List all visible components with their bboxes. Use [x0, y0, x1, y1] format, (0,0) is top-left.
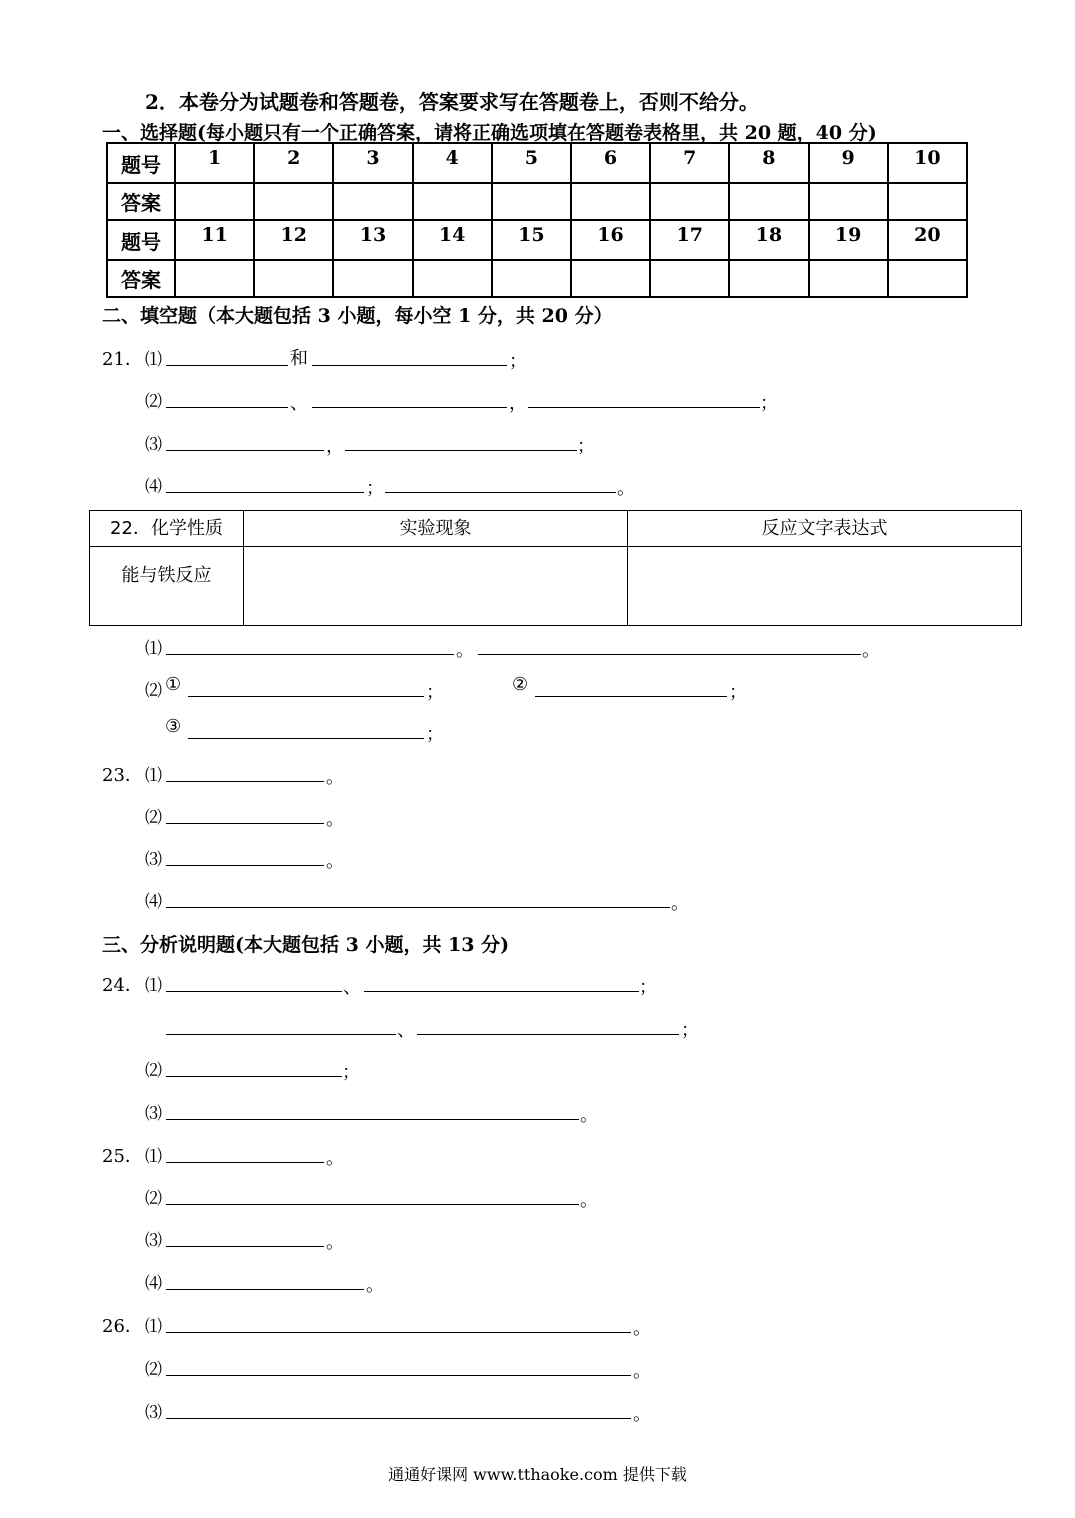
part-label: ⑴: [145, 976, 162, 996]
question-number-cell: 4: [413, 143, 492, 183]
row-label: 能与铁反应: [90, 547, 244, 626]
answer-blank[interactable]: [312, 407, 507, 408]
part-label: ⑵: [145, 1360, 162, 1380]
punctuation: ；: [509, 351, 527, 372]
punctuation: ；: [639, 977, 657, 998]
answer-cell[interactable]: [492, 260, 571, 297]
answer-cell[interactable]: [175, 260, 254, 297]
question-number-cell: 7: [650, 143, 729, 183]
answer-cell[interactable]: [888, 260, 967, 297]
punctuation: 。: [580, 1105, 598, 1126]
part-label: ⑴: [145, 1317, 162, 1337]
punctuation: 。: [456, 640, 474, 661]
question-number-cell: 11: [175, 220, 254, 260]
answer-blank[interactable]: [166, 991, 342, 992]
question-number-cell: 13: [333, 220, 412, 260]
part-label: ⑵: [145, 1061, 162, 1081]
punctuation: ，: [509, 393, 527, 414]
part-label: ⑵: [145, 681, 162, 701]
answer-blank[interactable]: [166, 907, 670, 908]
answer-blank[interactable]: [188, 696, 424, 697]
punctuation: 。: [326, 809, 344, 830]
column-header: 实验现象: [244, 511, 628, 547]
row-label-answer: 答案: [107, 260, 175, 297]
exam-note: 2．本卷分为试题卷和答题卷，答案要求写在答题卷上，否则不给分。: [145, 90, 759, 114]
answer-blank[interactable]: [166, 865, 324, 866]
question-number-cell: 19: [809, 220, 888, 260]
answer-blank[interactable]: [166, 1076, 342, 1077]
punctuation: ，: [326, 436, 344, 457]
page-footer: 通通好课网 www.tthaoke.com 提供下载: [388, 1465, 687, 1484]
answer-blank[interactable]: [364, 991, 639, 992]
part-label: ⑷: [145, 477, 162, 497]
part-label: ⑶: [145, 1403, 162, 1423]
question-number-cell: 17: [650, 220, 729, 260]
part-label: ⑴: [145, 766, 162, 786]
answer-cell[interactable]: [571, 260, 650, 297]
question-number-cell: 5: [492, 143, 571, 183]
answer-cell[interactable]: [254, 183, 333, 220]
punctuation: ；: [681, 1020, 699, 1041]
question-23-number: 23．: [102, 765, 143, 786]
circled-number: ②: [512, 674, 529, 695]
answer-cell[interactable]: [254, 260, 333, 297]
answer-cell[interactable]: [628, 547, 1022, 626]
answer-cell[interactable]: [650, 260, 729, 297]
part-label: ⑷: [145, 892, 162, 912]
answer-blank[interactable]: [166, 407, 288, 408]
row-label-answer: 答案: [107, 183, 175, 220]
question-number-cell: 9: [809, 143, 888, 183]
punctuation: 。: [617, 478, 635, 499]
answer-blank[interactable]: [417, 1034, 679, 1035]
question-number-cell: 16: [571, 220, 650, 260]
section-3-heading: 三、分析说明题(本大题包括 3 小题，共 13 分): [102, 934, 510, 956]
connector-text: 和: [290, 348, 308, 369]
question-number-cell: 14: [413, 220, 492, 260]
answer-blank[interactable]: [166, 1375, 631, 1376]
question-26-number: 26．: [102, 1316, 143, 1337]
part-label: ⑶: [145, 435, 162, 455]
answer-blank[interactable]: [166, 1204, 579, 1205]
punctuation: ；: [426, 724, 444, 745]
part-label: ⑶: [145, 1104, 162, 1124]
answer-blank[interactable]: [166, 450, 324, 451]
chemical-property-table: [89, 510, 1022, 626]
answer-blank[interactable]: [166, 1332, 631, 1333]
column-header: 反应文字表达式: [628, 511, 1022, 547]
answer-cell[interactable]: [650, 183, 729, 220]
answer-blank[interactable]: [166, 1418, 631, 1419]
punctuation: 、: [397, 1020, 415, 1041]
answer-blank[interactable]: [166, 492, 364, 493]
punctuation: ；: [366, 478, 384, 499]
answer-blank[interactable]: [312, 365, 507, 366]
part-label: ⑷: [145, 1274, 162, 1294]
punctuation: 。: [366, 1275, 384, 1296]
circled-number: ①: [165, 674, 182, 695]
answer-blank[interactable]: [385, 492, 616, 493]
answer-blank[interactable]: [166, 781, 324, 782]
answer-cell[interactable]: [888, 183, 967, 220]
part-label: ⑵: [145, 808, 162, 828]
punctuation: 。: [671, 893, 689, 914]
table-row: [107, 260, 967, 297]
answer-cell[interactable]: [244, 547, 628, 626]
punctuation: 。: [326, 1148, 344, 1169]
table-row: [107, 143, 967, 183]
answer-cell[interactable]: [492, 183, 571, 220]
question-number-cell: 10: [888, 143, 967, 183]
answer-blank[interactable]: [188, 738, 424, 739]
multiple-choice-answer-table: [106, 142, 968, 298]
question-number-cell: 2: [254, 143, 333, 183]
punctuation: ；: [760, 393, 778, 414]
answer-blank[interactable]: [528, 407, 760, 408]
answer-blank[interactable]: [166, 1162, 324, 1163]
answer-blank[interactable]: [166, 1289, 364, 1290]
answer-cell[interactable]: [333, 183, 412, 220]
section-1-heading: 一、选择题(每小题只有一个正确答案，请将正确选项填在答题卷表格里，共 20 题，40 分): [102, 122, 877, 144]
question-number-cell: 12: [254, 220, 333, 260]
question-number-cell: 8: [729, 143, 808, 183]
punctuation: ；: [729, 682, 747, 703]
question-number-cell: 18: [729, 220, 808, 260]
punctuation: 。: [633, 1404, 651, 1425]
column-header: 22．化学性质: [90, 511, 244, 547]
part-label: ⑴: [145, 639, 162, 659]
punctuation: 。: [580, 1190, 598, 1211]
punctuation: ；: [342, 1062, 360, 1083]
answer-cell[interactable]: [175, 183, 254, 220]
answer-blank[interactable]: [166, 365, 288, 366]
part-label: ⑴: [145, 350, 162, 370]
answer-blank[interactable]: [166, 1246, 324, 1247]
punctuation: 。: [633, 1361, 651, 1382]
circled-number: ③: [165, 716, 182, 737]
table-row: [107, 183, 967, 220]
answer-cell[interactable]: [809, 260, 888, 297]
answer-cell[interactable]: [333, 260, 412, 297]
answer-blank[interactable]: [166, 654, 454, 655]
answer-cell[interactable]: [571, 183, 650, 220]
question-24-number: 24．: [102, 975, 143, 996]
part-label: ⑴: [145, 1147, 162, 1167]
table-row: [90, 511, 1022, 547]
punctuation: 、: [290, 393, 308, 414]
answer-cell[interactable]: [729, 260, 808, 297]
answer-blank[interactable]: [478, 654, 861, 655]
punctuation: 。: [862, 640, 880, 661]
answer-cell[interactable]: [809, 183, 888, 220]
punctuation: ；: [577, 436, 595, 457]
question-number-cell: 6: [571, 143, 650, 183]
part-label: ⑶: [145, 850, 162, 870]
part-label: ⑵: [145, 392, 162, 412]
punctuation: ；: [426, 682, 444, 703]
question-number-cell: 1: [175, 143, 254, 183]
punctuation: 、: [343, 977, 361, 998]
question-21-number: 21．: [102, 349, 143, 370]
answer-blank[interactable]: [166, 1034, 396, 1035]
punctuation: 。: [326, 851, 344, 872]
section-2-heading: 二、填空题（本大题包括 3 小题，每小空 1 分，共 20 分）: [102, 305, 613, 327]
answer-cell[interactable]: [413, 183, 492, 220]
table-row: [107, 220, 967, 260]
part-label: ⑵: [145, 1189, 162, 1209]
row-label-question-no: 题号: [107, 220, 175, 260]
punctuation: 。: [326, 1232, 344, 1253]
answer-blank[interactable]: [535, 696, 727, 697]
part-label: ⑶: [145, 1231, 162, 1251]
question-number-cell: 20: [888, 220, 967, 260]
answer-blank[interactable]: [345, 450, 577, 451]
question-number-cell: 15: [492, 220, 571, 260]
table-row: [90, 547, 1022, 626]
row-label-question-no: 题号: [107, 143, 175, 183]
punctuation: 。: [633, 1318, 651, 1339]
question-number-cell: 3: [333, 143, 412, 183]
answer-cell[interactable]: [413, 260, 492, 297]
answer-cell[interactable]: [729, 183, 808, 220]
question-25-number: 25．: [102, 1146, 143, 1167]
punctuation: 。: [326, 767, 344, 788]
answer-blank[interactable]: [166, 823, 324, 824]
answer-blank[interactable]: [166, 1119, 579, 1120]
